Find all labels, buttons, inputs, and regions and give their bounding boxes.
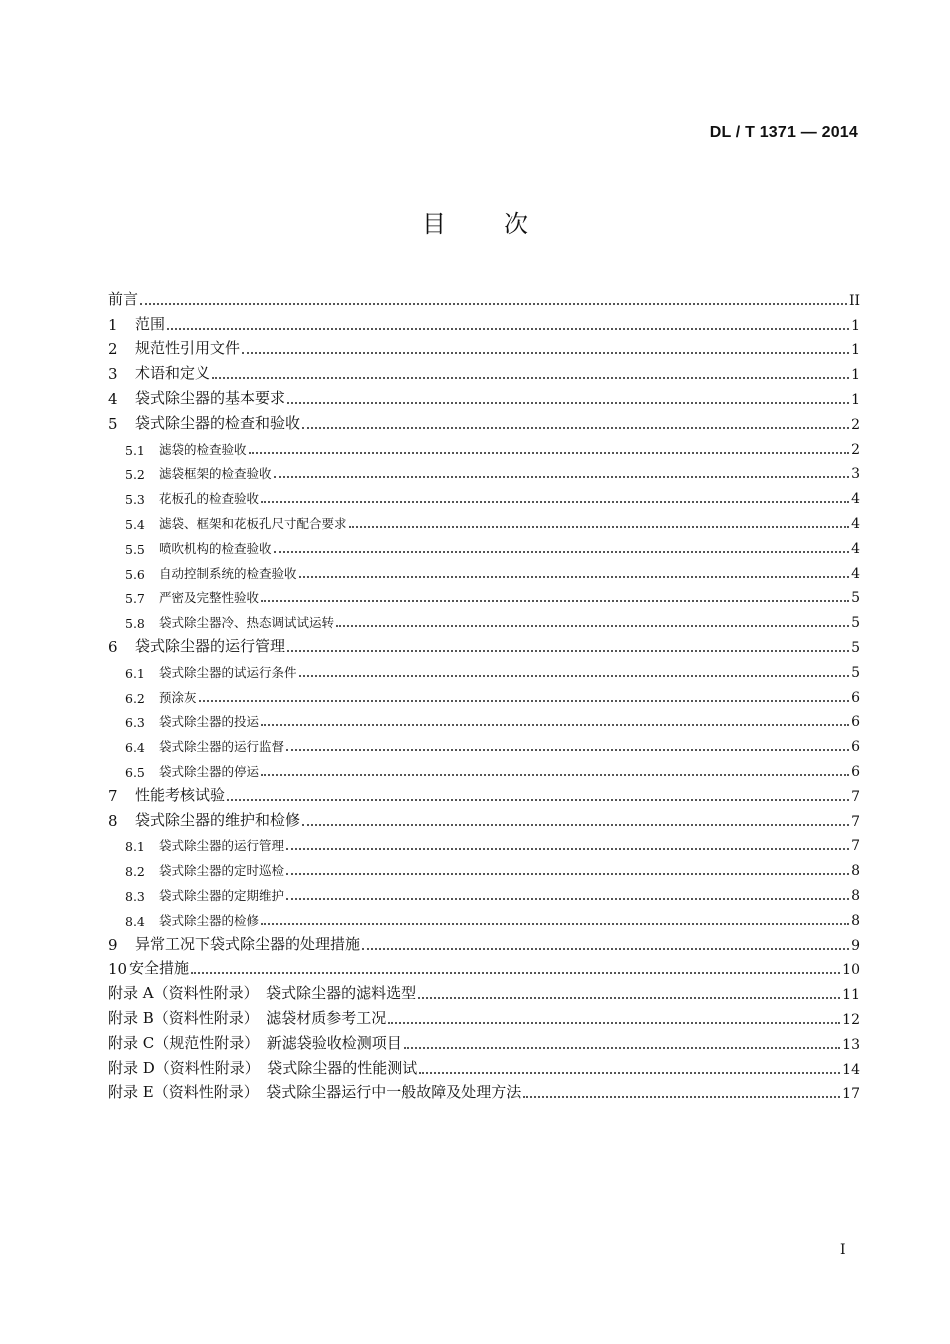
toc-entry-title: 袋式除尘器的运行管理	[135, 636, 286, 655]
toc-entry-title: 喷吹机构的检查验收	[159, 540, 272, 556]
toc-leader-dots	[212, 377, 849, 379]
toc-subentry[interactable]	[108, 582, 860, 607]
toc-leader-dots	[249, 452, 850, 454]
toc-subentry[interactable]	[108, 606, 860, 631]
toc-entry-number: 5.3	[125, 492, 145, 508]
toc-leader-dots	[261, 600, 849, 602]
toc-subentry[interactable]	[108, 879, 860, 904]
toc-page-number: 13	[842, 1036, 860, 1053]
toc-entry-number: 3	[108, 365, 118, 384]
toc-page-number: 5	[851, 664, 860, 681]
toc-page-number: 7	[851, 838, 860, 855]
toc-entry-number: 8.4	[125, 913, 145, 929]
toc-entry-number: 7	[108, 786, 118, 805]
toc-entry-number: 1	[108, 315, 118, 334]
toc-subentry[interactable]	[108, 730, 860, 755]
toc-subentry[interactable]	[108, 681, 860, 706]
toc-page-number: 11	[842, 987, 860, 1004]
toc-leader-dots	[418, 997, 840, 999]
toc-page-number: 7	[851, 813, 860, 830]
toc-entry-title: 袋式除尘器的试运行条件	[159, 664, 297, 680]
toc-page-number: 17	[842, 1086, 860, 1103]
toc-entry-title: 严密及完整性验收	[159, 590, 260, 606]
toc-entry-title: 袋式除尘器的运行管理	[159, 838, 285, 854]
toc-leader-dots	[287, 650, 849, 652]
toc-entry-title: 范围	[135, 314, 166, 333]
toc-leader-dots	[167, 328, 849, 330]
toc-page-number: 2	[851, 416, 860, 433]
toc-leader-dots	[274, 551, 850, 553]
toc-entry[interactable]	[108, 408, 860, 433]
toc-entry-title: 袋式除尘器的定期维护	[159, 887, 285, 903]
toc-page-number: 14	[842, 1061, 860, 1078]
toc-leader-dots	[419, 1072, 840, 1074]
toc-entry-title: 袋式除尘器的检修	[159, 912, 260, 928]
toc-entry-number: 8.1	[125, 839, 145, 855]
toc-entry-number: 5.7	[125, 591, 145, 607]
toc-leader-dots	[227, 799, 849, 801]
toc-entry-title: 安全措施	[129, 959, 190, 978]
toc-entry-title: 滤袋的检查验收	[159, 441, 247, 457]
toc-entry-number: 8	[108, 811, 118, 830]
toc-entry[interactable]	[108, 780, 860, 805]
toc-leader-dots	[299, 576, 850, 578]
toc-leader-dots	[286, 848, 849, 850]
toc-entry-title: 附录 B（资料性附录） 滤袋材质参考工况	[108, 1008, 387, 1027]
toc-leader-dots	[261, 501, 849, 503]
standard-code: DL / T 1371 — 2014	[709, 124, 858, 141]
toc-entry-number: 5.6	[125, 566, 145, 582]
toc-entry-number: 9	[108, 935, 118, 954]
toc-leader-dots	[299, 675, 850, 677]
toc-entry[interactable]	[108, 631, 860, 656]
toc-leader-dots	[349, 526, 850, 528]
toc-page-number: 1	[851, 342, 860, 359]
toc-entry-number: 5.5	[125, 541, 145, 557]
toc-entry-number: 5.4	[125, 516, 145, 532]
toc-leader-dots	[287, 402, 849, 404]
toc-page-number: 7	[851, 788, 860, 805]
toc-entry-title: 异常工况下袋式除尘器的处理措施	[135, 934, 361, 953]
toc-entry-number: 6.2	[125, 690, 145, 706]
toc-entry-title: 袋式除尘器的定时巡检	[159, 863, 285, 879]
toc-entry-title: 花板孔的检查验收	[159, 491, 260, 507]
toc-leader-dots	[286, 749, 849, 751]
toc-leader-dots	[199, 700, 850, 702]
toc-entry[interactable]	[108, 1028, 860, 1053]
toc-leader-dots	[404, 1047, 840, 1049]
toc-leader-dots	[261, 774, 849, 776]
toc-leader-dots	[140, 303, 847, 305]
toc-page-number: 9	[851, 937, 860, 954]
toc-leader-dots	[191, 972, 840, 974]
toc-subentry[interactable]	[108, 557, 860, 582]
toc-leader-dots	[274, 476, 850, 478]
toc-entry-title: 袋式除尘器的维护和检修	[135, 810, 301, 829]
toc-page-number: 1	[851, 391, 860, 408]
toc-page-number: 5	[851, 615, 860, 632]
toc-entry[interactable]	[108, 954, 860, 979]
toc-entry-title: 袋式除尘器的基本要求	[135, 388, 286, 407]
toc-page-number: 6	[851, 763, 860, 780]
toc-subentry[interactable]	[108, 433, 860, 458]
toc-entry[interactable]	[108, 929, 860, 954]
toc-entry-title: 袋式除尘器的停运	[159, 763, 260, 779]
toc-page-number: 6	[851, 714, 860, 731]
toc-entry-number: 2	[108, 340, 118, 359]
toc-leader-dots	[388, 1022, 840, 1024]
toc-leader-dots	[242, 352, 849, 354]
toc-page-number: 10	[842, 962, 860, 979]
toc-leader-dots	[261, 923, 849, 925]
toc-entry-title: 袋式除尘器的投运	[159, 714, 260, 730]
toc-entry[interactable]	[108, 805, 860, 830]
toc-page-number: 12	[842, 1011, 860, 1028]
toc-entry-title: 袋式除尘器冷、热态调试试运转	[159, 615, 335, 631]
toc-page-number: 8	[851, 887, 860, 904]
page-title: 目次	[422, 210, 586, 238]
toc-page-number: 6	[851, 689, 860, 706]
toc-entry-title: 前言	[108, 289, 139, 308]
toc-leader-dots	[302, 824, 849, 826]
toc-entry[interactable]	[108, 978, 860, 1003]
toc-entry-number: 10	[108, 960, 128, 979]
toc-page-number: 4	[851, 565, 860, 582]
toc-entry-number: 8.2	[125, 864, 145, 880]
toc-entry[interactable]	[108, 383, 860, 408]
toc-subentry[interactable]	[108, 458, 860, 483]
toc-entry-title: 性能考核试验	[135, 785, 226, 804]
table-of-contents	[108, 284, 860, 1102]
toc-entry-number: 5.1	[125, 442, 145, 458]
toc-entry-number: 6	[108, 637, 118, 656]
toc-page-number: 1	[851, 367, 860, 384]
toc-subentry[interactable]	[108, 507, 860, 532]
toc-entry-number: 6.4	[125, 740, 145, 756]
page-number: I	[840, 1242, 846, 1258]
toc-entry-title: 袋式除尘器的检查和验收	[135, 413, 301, 432]
toc-entry-number: 5.2	[125, 467, 145, 483]
toc-page-number: 1	[851, 317, 860, 334]
toc-leader-dots	[286, 873, 849, 875]
toc-entry-title: 滤袋、框架和花板孔尺寸配合要求	[159, 515, 347, 531]
toc-entry-title: 附录 C（规范性附录） 新滤袋验收检测项目	[108, 1033, 402, 1052]
toc-leader-dots	[362, 948, 849, 950]
toc-entry-title: 自动控制系统的检查验收	[159, 565, 297, 581]
toc-page-number: 5	[851, 639, 860, 656]
toc-page-number: 6	[851, 739, 860, 756]
toc-page-number: 8	[851, 912, 860, 929]
toc-entry-number: 6.1	[125, 665, 145, 681]
toc-entry-title: 附录 E（资料性附录） 袋式除尘器运行中一般故障及处理方法	[108, 1083, 522, 1102]
toc-entry-number: 6.5	[125, 764, 145, 780]
toc-entry-number: 5.8	[125, 616, 145, 632]
toc-page-number: 4	[851, 515, 860, 532]
toc-entry[interactable]	[108, 284, 860, 309]
toc-entry-title: 预涂灰	[159, 689, 197, 705]
toc-entry-number: 6.3	[125, 715, 145, 731]
toc-page-number: 3	[851, 466, 860, 483]
toc-page-number: II	[848, 292, 860, 309]
toc-subentry[interactable]	[108, 482, 860, 507]
toc-subentry[interactable]	[108, 532, 860, 557]
toc-entry[interactable]	[108, 334, 860, 359]
toc-subentry[interactable]	[108, 706, 860, 731]
toc-entry[interactable]	[108, 1078, 860, 1103]
toc-leader-dots	[302, 427, 849, 429]
toc-entry-title: 附录 D（资料性附录） 袋式除尘器的性能测试	[108, 1058, 418, 1077]
toc-subentry[interactable]	[108, 755, 860, 780]
toc-entry-number: 4	[108, 389, 118, 408]
toc-leader-dots	[336, 625, 849, 627]
toc-entry-title: 滤袋框架的检查验收	[159, 466, 272, 482]
toc-page-number: 5	[851, 590, 860, 607]
toc-page-number: 8	[851, 863, 860, 880]
toc-entry-title: 规范性引用文件	[135, 339, 241, 358]
toc-subentry[interactable]	[108, 904, 860, 929]
toc-entry[interactable]	[108, 358, 860, 383]
toc-leader-dots	[523, 1096, 840, 1098]
toc-entry-title: 袋式除尘器的运行监督	[159, 739, 285, 755]
toc-entry-number: 8.3	[125, 888, 145, 904]
toc-entry[interactable]	[108, 309, 860, 334]
toc-entry-title: 附录 A（资料性附录） 袋式除尘器的滤料选型	[108, 984, 417, 1003]
toc-entry-title: 术语和定义	[135, 364, 211, 383]
toc-leader-dots	[286, 898, 849, 900]
toc-page-number: 2	[851, 441, 860, 458]
toc-entry[interactable]	[108, 1053, 860, 1078]
toc-entry-number: 5	[108, 414, 118, 433]
toc-leader-dots	[261, 724, 849, 726]
toc-page-number: 4	[851, 491, 860, 508]
toc-page-number: 4	[851, 540, 860, 557]
toc-subentry[interactable]	[108, 830, 860, 855]
toc-entry[interactable]	[108, 1003, 860, 1028]
toc-subentry[interactable]	[108, 656, 860, 681]
toc-subentry[interactable]	[108, 854, 860, 879]
